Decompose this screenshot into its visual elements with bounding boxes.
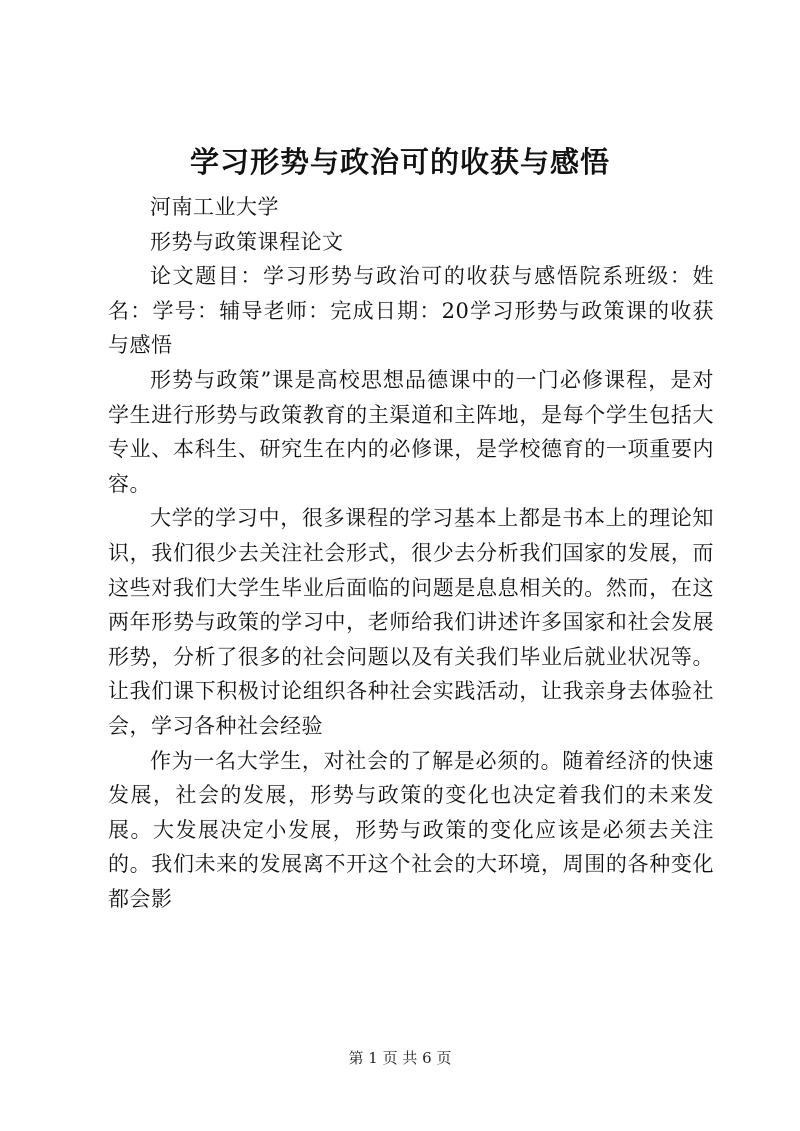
paragraph-course-paper: 形势与政策课程论文	[150, 229, 344, 254]
page-number-footer: 第 1 页 共 6 页	[348, 1049, 452, 1067]
paragraph-study-experience: 大学的学习中，很多课程的学习基本上都是书本上的理论知识，我们很少去关注社会形式，很少去分析我们国家的发展，而这些对我们大学生毕业后面临的问题是息息相关的。然而，在这两年形势与政策的学习中，老师给我们讲述许多国家和社会发展形势，分析了很多的社会问题以及有关我们毕业后就业状况等。让我们课下积极讨论组织各种社会实践活动，让我亲身去体验社会，学习各种社会经验	[108, 506, 714, 738]
paragraph-university: 河南工业大学	[150, 195, 279, 219]
paragraph-student-view: 作为一名大学生，对社会的了解是必须的。随着经济的快速发展，社会的发展，形势与政策的变化也决定着我们的未来发展。大发展决定小发展，形势与政策的变化应该是必须去关注的。我们未来的发展离不开这个社会的大环境，周围的各种变化都会影	[108, 748, 714, 911]
document-title: 学习形势与政治可的收获与感悟	[189, 145, 610, 179]
document-body	[108, 190, 714, 916]
paragraph-course-intro: 形势与政策”课是高校思想品德课中的一门必修课程，是对学生进行形势与政策教育的主渠道和主阵地，是每个学生包括大专业、本科生、研究生在内的必修课，是学校德育的一项重要内容。	[108, 367, 714, 496]
paragraph-paper-info: 论文题目：学习形势与政治可的收获与感悟院系班级：姓名：学号：辅导老师：完成日期：20学习形势与政策课的收获与感悟	[108, 264, 714, 358]
